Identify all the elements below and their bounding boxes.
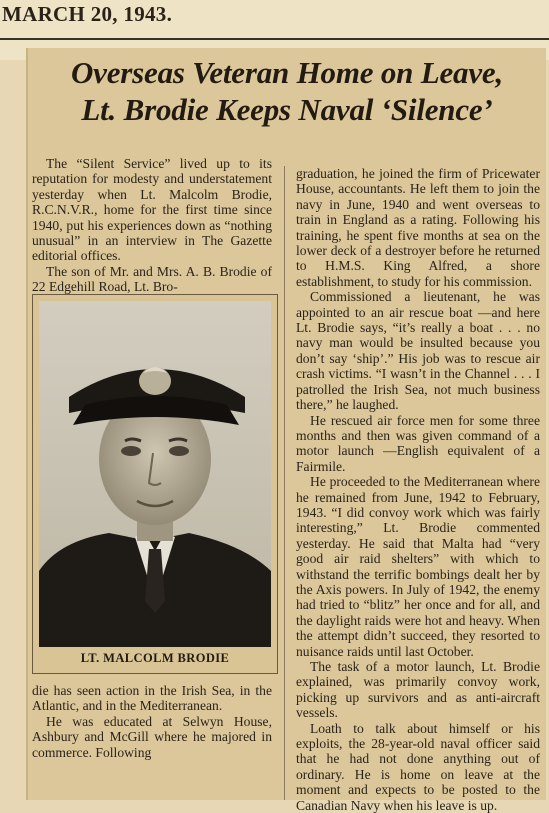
column-divider [284,166,285,800]
headline [28,54,546,128]
newspaper-clipping [28,48,546,813]
right-column [296,166,540,813]
paragraph: Loath to talk about himself or his exploits, the 28-year-old naval officer said that he had not done anything out of ordinary. He is home on leave at the moment and expects to be posted to the Canadian Navy when his leave is up. [296,720,540,813]
paragraph: Commissioned a lieutenant, he was appointed to an air rescue boat —and here Lt. Brodie says, “it’s really a boat . . . no navy man would be insulted because you don’t say ‘ship’.” His job was to rescue air crash victims. “I wasn’t in the Channel . . . I patrolled the Irish Sea, not much business there,” he laughed. [296,289,540,413]
headline-line-2: Lt. Brodie Keeps Naval ‘Silence’ [81,92,493,127]
dateline-rule [0,38,549,40]
left-column-top [32,156,272,295]
headline-line-1: Overseas Veteran Home on Leave, [70,55,504,90]
left-column-bottom [32,683,272,760]
paragraph: He was educated at Selwyn House, Ashbury and McGill where he majored in commerce. Following [32,713,272,760]
portrait-illustration [39,301,271,647]
paragraph: He proceeded to the Mediterranean where he remained from June, 1942 to February, 1943. “I did convoy work which was fairly interesting,” Lt. Brodie commented yesterday. He said that Malta had “very good air raid shelters” with which to withstand the terrific bombings dealt her by the Axis powers. In July of 1942, the enemy had tried to “blitz” her once and for all, and the daylight raids were hot and heavy. When the attempt didn’t succeed, they resorted to nuisance raids until last October. [296,474,540,659]
paragraph: The “Silent Service” lived up to its reputation for modesty and understatement yesterday when Lt. Malcolm Brodie, R.C.N.V.R., home for the first time since 1940, put his experiences down as “nothing unusual” in an interview in The Gazette editorial offices. [32,156,272,264]
photo-caption: LT. MALCOLM BRODIE [80,651,230,665]
dateline: MARCH 20, 1943. [2,2,173,26]
paragraph: He rescued air force men for some three months and then was given command of a motor launch —English equivalent of a Fairmile. [296,412,540,474]
paragraph: die has seen action in the Irish Sea, in the Atlantic, and in the Mediterranean. [32,683,272,714]
paragraph: The task of a motor launch, Lt. Brodie explained, was primarily convoy work, picking up survivors and as anti-aircraft vessels. [296,659,540,721]
photo-frame [32,294,278,674]
portrait-photo [39,301,271,647]
paragraph: The son of Mr. and Mrs. A. B. Brodie of 22 Edgehill Road, Lt. Bro- [32,263,272,295]
paragraph: graduation, he joined the firm of Pricewater House, accountants. He left them to join the navy in June, 1940 and went overseas to train in England as a rating. Following his training, he spent five months at sea on the lower deck of a destroyer before he returned to H.M.S. King Alfred, a shore establishment, to study for his commission. [296,166,540,289]
